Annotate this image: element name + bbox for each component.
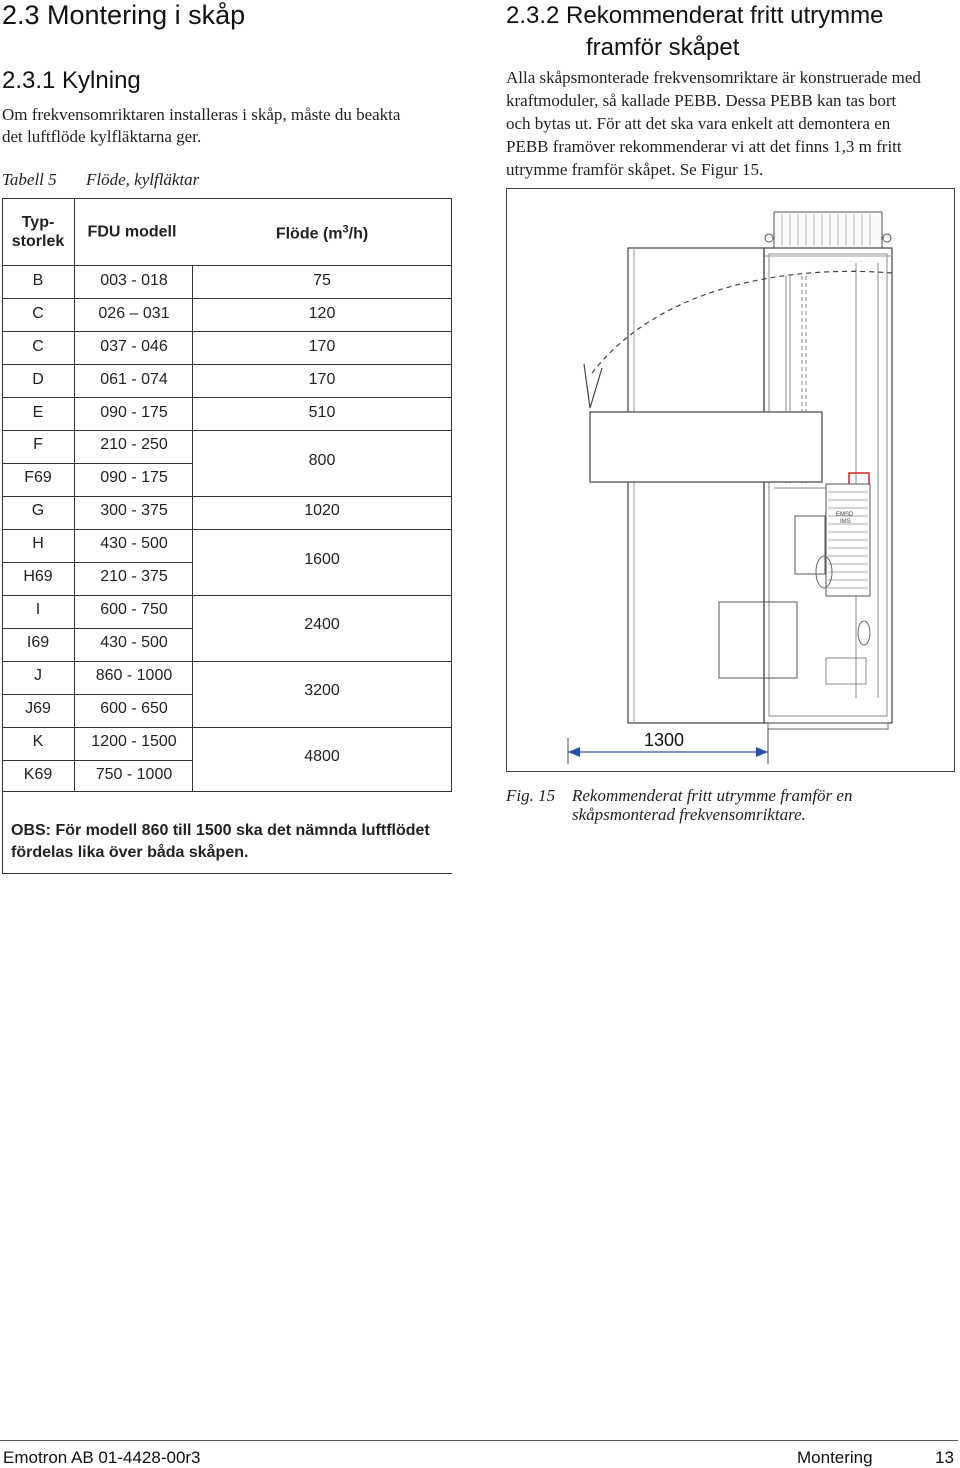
cell-type: B [32, 272, 44, 289]
figure-caption-line2: skåpsmonterad frekvensomriktare. [572, 805, 806, 824]
header-flow [276, 220, 368, 243]
cell-type: J [34, 667, 42, 684]
clearance-paragraph-line5: utrymme framför skåpet. Se Figur 15. [506, 160, 764, 179]
figure-caption-line1: Rekommenderat fritt utrymme framför en [572, 786, 853, 805]
cell-flow: 800 [308, 452, 336, 469]
section-title: 2.3 Montering i skåp [2, 0, 246, 30]
cell-type: D [32, 371, 44, 388]
cell-model: 860 - 1000 [95, 667, 173, 684]
cell-type: F [33, 436, 43, 453]
cell-model: 090 - 175 [100, 469, 168, 486]
cell-type: G [31, 502, 45, 519]
cell-type: C [32, 338, 44, 355]
cell-model: 003 - 018 [100, 272, 168, 289]
cell-type: I69 [26, 634, 50, 651]
cooling-paragraph-line2: det luftflöde kylfläktarna ger. [2, 127, 202, 146]
subsection-title-clearance-line1: 2.3.2 Rekommenderat fritt utrymme [506, 2, 884, 29]
cell-model: 430 - 500 [100, 634, 168, 651]
cell-model: 026 – 031 [98, 305, 170, 322]
header-type-line2: storlek [11, 233, 65, 250]
cell-flow: 120 [308, 305, 336, 322]
cell-model: 090 - 175 [100, 404, 168, 421]
cell-model: 600 - 650 [100, 700, 168, 717]
cell-type: K [32, 733, 44, 750]
cell-model: 210 - 375 [100, 568, 168, 585]
header-flow-end: /h) [348, 225, 369, 243]
cooling-paragraph-line1: Om frekvensomriktaren installeras i skåp, måste du beakta [2, 105, 401, 124]
cabinet-drawing [506, 188, 955, 773]
cell-type: H69 [23, 568, 53, 585]
airflow-table [2, 198, 452, 874]
header-type-line1: Typ- [21, 214, 55, 231]
cell-type: I [35, 601, 41, 618]
footer-page-number: 13 [935, 1448, 954, 1467]
cabinet-figure [506, 188, 955, 773]
cell-type: K69 [23, 766, 53, 783]
cell-type: E [32, 404, 44, 421]
cell-model: 750 - 1000 [95, 766, 173, 783]
footer-rule [0, 1440, 958, 1441]
table-caption: Flöde, kylfläktar [86, 170, 200, 189]
dimension-label: 1300 [644, 730, 685, 750]
clearance-paragraph-line1: Alla skåpsmonterade frekvensomriktare är konstruerade med [506, 68, 921, 87]
cell-flow: 3200 [304, 682, 340, 699]
module-label-1: EMSD [836, 512, 854, 518]
header-type-size [12, 213, 64, 251]
cell-type: H [32, 535, 44, 552]
cell-model: 430 - 500 [100, 535, 168, 552]
cell-flow: 170 [308, 338, 336, 355]
cell-type: J69 [25, 700, 51, 717]
footer-section: Montering [797, 1448, 873, 1467]
clearance-paragraph-line4: PEBB framöver rekommenderar vi att det finns 1,3 m fritt [506, 137, 902, 156]
figure-caption-label: Fig. 15 [506, 786, 556, 805]
cell-model: 061 - 074 [100, 371, 168, 388]
header-flow-base: Flöde (m [275, 225, 343, 243]
cell-model: 600 - 750 [100, 601, 168, 618]
cell-flow: 2400 [304, 616, 340, 633]
cell-flow: 1020 [304, 502, 340, 519]
cell-flow: 1600 [304, 551, 340, 568]
header-fdu-model: FDU modell [87, 223, 177, 241]
header-flow-sup: 3 [342, 223, 349, 236]
cell-flow: 4800 [304, 748, 340, 765]
table-note: OBS: För modell 860 till 1500 ska det nämnda luftflödet fördelas lika över båda skåpen. [11, 822, 430, 861]
cell-type: F69 [24, 469, 52, 486]
table-label: Tabell 5 [2, 170, 57, 189]
cell-model: 037 - 046 [100, 338, 168, 355]
cell-flow: 75 [313, 272, 331, 289]
cell-model: 300 - 375 [100, 502, 168, 519]
clearance-paragraph-line3: och bytas ut. För att det ska vara enkelt att demontera en [506, 114, 891, 133]
subsection-title-clearance-line2: framför skåpet [586, 34, 740, 61]
cell-type: C [32, 305, 44, 322]
cell-model: 1200 - 1500 [91, 733, 177, 750]
module-label-2: IMS [840, 519, 851, 525]
table-grid [2, 198, 452, 874]
cell-flow: 170 [308, 371, 336, 388]
footer-company: Emotron AB 01-4428-00r3 [3, 1448, 201, 1467]
clearance-paragraph-line2: kraftmoduler, så kallade PEBB. Dessa PEBB kan tas bort [506, 91, 897, 110]
cell-flow: 510 [308, 404, 336, 421]
subsection-title-cooling: 2.3.1 Kylning [2, 67, 141, 94]
cell-model: 210 - 250 [100, 436, 168, 453]
